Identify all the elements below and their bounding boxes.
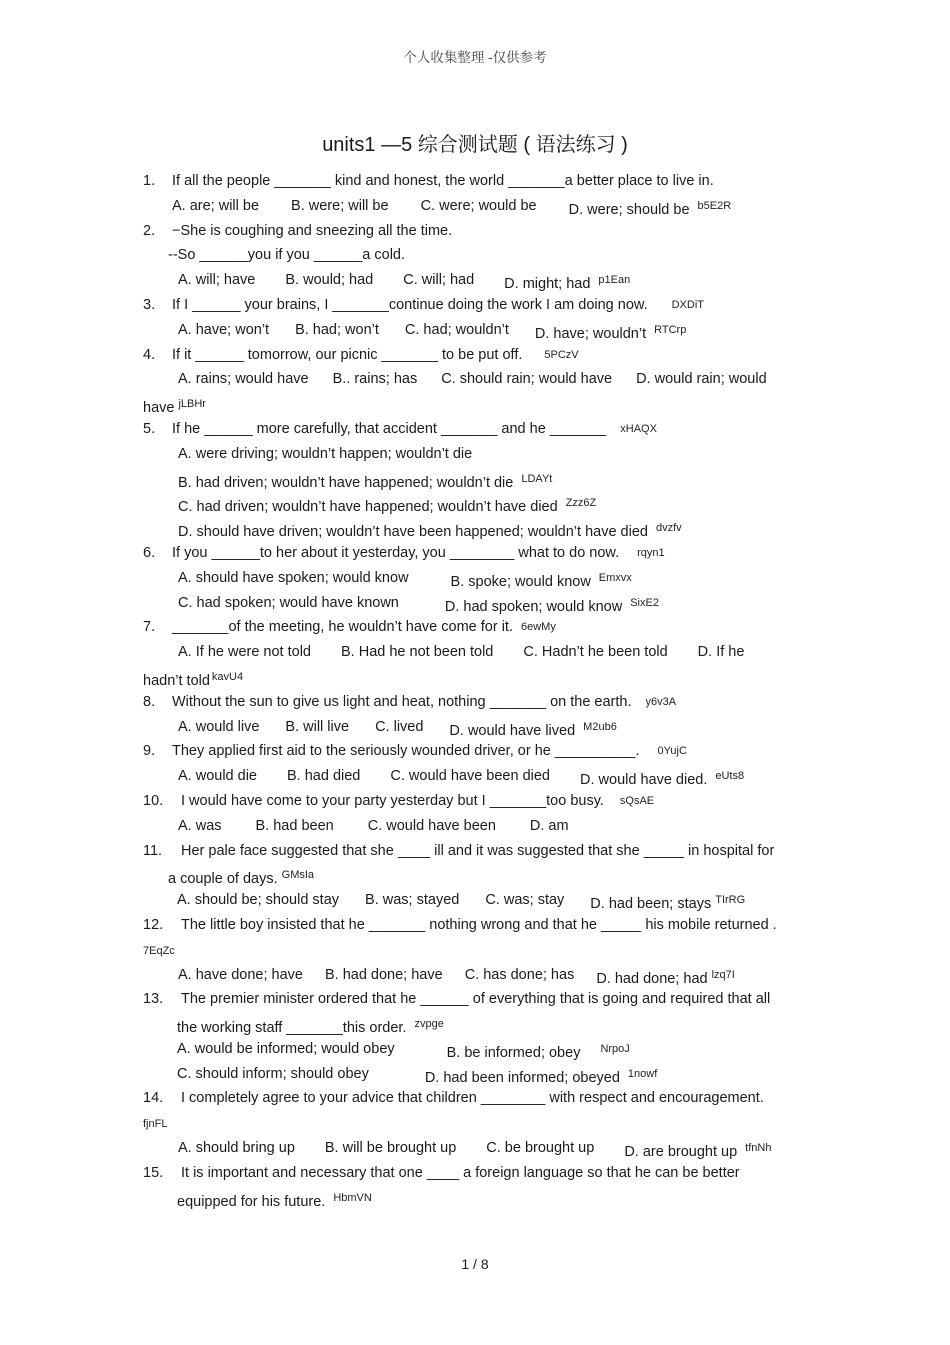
question-8: 8. Without the sun to give us light and heat, nothing _______ on the earth. y6v3A [143, 693, 677, 710]
question-11: 11. Her pale face suggested that she ____ ill and it was suggested that she _____ in hospital for [143, 842, 775, 859]
options-11: A. should be; should stay B. was; stayed C. was; stay D. had been; stays $^{TIrRG}$ [177, 892, 746, 913]
options-13a: A. would be informed; would obey B. be informed; obey $^{NrpoJ}$ [177, 1040, 630, 1061]
options-6b: C. had spoken; would have known D. had spoken; would know $^{SixE2}$ [178, 594, 659, 615]
question-13: 13. The premier minister ordered that he ______ of everything that is going and required that all [143, 991, 771, 1008]
options-14: A. should bring up B. will be brought up C. be brought up D. are brought up $^{tfnNh}$ [178, 1140, 772, 1161]
question-7: 7. _______of the meeting, he wouldn’t have come for it. 6ewMy [143, 619, 556, 636]
options-2: A. will; have B. would; had C. will; had D. might; had $^{p1Ean}$ [178, 272, 631, 293]
question-5: 5. If he ______ more carefully, that accident _______ and he _______ xHAQX [143, 420, 657, 437]
question-10: 10. I would have come to your party yesterday but I _______too busy. sQsAE [143, 792, 655, 809]
question-9: 9. They applied first aid to the seriously wounded driver, or he __________. 0YujC [143, 743, 687, 760]
options-8: A. would live B. will live C. lived D. would have lived $^{M2ub6}$ [178, 718, 617, 739]
options-7: A. If he were not told B. Had he not been told C. Hadn’t he been told D. If he [178, 644, 745, 661]
page-number: 1 / 8 [461, 1256, 489, 1272]
page-title: units1 —5 综合测试题 ( 语法练习 ) [322, 134, 628, 156]
question-14: 14. I completely agree to your advice that children ________ with respect and encouragement. [143, 1090, 764, 1107]
options-6a: A. should have spoken; would know B. spoke; would know $^{Emxvx}$ [178, 569, 632, 590]
question-3: 3. If I ______ your brains, I _______continue doing the work I am doing now. DXDiT [143, 296, 704, 313]
options-10: A. was B. had been C. would have been D. am [178, 817, 569, 834]
question-12: 12. The little boy insisted that he _______ nothing wrong and that he _____ his mobile returned . [143, 916, 777, 933]
page-header: 个人收集整理 -仅供参考 [403, 50, 547, 65]
question-1: 1. If all the people _______ kind and honest, the world _______a better place to live in. [143, 173, 714, 189]
question-6: 6. If you ______to her about it yesterday, you ________ what to do now. rqyn1 [143, 544, 665, 561]
options-4: A. rains; would have B.. rains; has C. should rain; would have D. would rain; would [178, 371, 767, 388]
question-4: 4. If it ______ tomorrow, our picnic _______ to be put off. 5PCzV [143, 346, 579, 363]
options-9: A. would die B. had died C. would have been died D. would have died. $^{eUts8}$ [178, 768, 745, 789]
question-list: 1. If all the people _______ kind and honest, the world _______a better place to live in. A. are; will be B. were; will be C. were; would be D. were; should be $^{b5E2R}$ 2. −She is coughing and sneezing all the time. --So ______you if you ______a cold. A. will; have B. would; had C. will; had D. might; had $^{p1Ean}$ 3. If I ______ your brains, I _______continue doing the work I am doing now. DXDiT A. have; won’t B. had; won’t C. had; wouldn’t D. have; wouldn’t $^{RTCrp}$ 4. If it ______ tomorrow, our picnic _______ to be put off. 5PCzV A. rains; would have B.. rains; has C. should rain; would have D. would rain; would have $^{jLBHr}$ 5. If he ______ more carefully, that accident _______ and he _______ xHAQX A. were driving; wouldn’t happen; wouldn’t die B. had driven; wouldn’t have happened; wouldn’t die $^{LDAYt}$ C. had driven; wouldn’t have happened; wouldn’t have died $^{Zzz6Z}$ D. should have driven; wouldn’t have been happened; wouldn’t have died $^{dvzfv}$ 6. If you ______to her about it yesterday, you ________ what to do now. rqyn1 A. should have spoken; would know B. spoke; would know $^{Emxvx}$ C. had spoken; would have known D. had spoken; would know $^{SixE2}$ 7. _______of the meeting, he wouldn’t have come for it. 6ewMy A. If he were not told B. Had he not been told C. Hadn’t he been told D. If he hadn’t told $^{kavU4}$ 8. Without the sun to give us light and heat, nothing _______ on the earth. y6v3A A. would live B. will live C. lived D. would have lived $^{M2ub6}$ 9. They applied first aid to the seriously wounded driver, or he __________. 0YujC A. would die B. had died C. would have been died D. would have died. $^{eUts8}$ 10. I would have come to your party yesterday but I _______too busy. sQsAE A. was B. had been C. would have been D. am 11. Her pale face suggested that she ____ ill and it was suggested that she _____ in hospital for a couple of days. $^{GMsIa}$ A. should be; should stay B. was; stayed C. was; stay D. had been; stays $^{TIrRG}$ 12. The little boy insisted that he _______ nothing wrong and that he _____ his mobile returned . 7EqZc A. have done; have B. had done; have C. has done; has D. had done; had $^{lzq7I}$ 13. The premier minister ordered that he ______ of everything that is going and required that all the working staff _______this order. $^{zvpge}$ A. would be informed; would obey B. be informed; obey $^{NrpoJ}$ C. should inform; should obey D. had been informed; obeyed $^{1nowf}$ 14. I completely agree to your advice that children ________ with respect and encouragement. fjnFL A. should bring up B. will be brought up C. be brought up D. are brought up $^{tfnNh}$ 15. It is important and necessary that one ____ a foreign language so that he can be better equipped for his future. $^{HbmVN}$ [143, 171, 808, 1212]
options-13b: C. should inform; should obey D. had been informed; obeyed $^{1nowf}$ [177, 1065, 658, 1086]
options-3: A. have; won’t B. had; won’t C. had; wouldn’t D. have; wouldn’t $^{RTCrp}$ [178, 321, 687, 342]
options-12: A. have done; have B. had done; have C. has done; has D. had done; had $^{lzq7I}$ [178, 966, 735, 987]
question-2: 2. −She is coughing and sneezing all the time. [143, 222, 453, 239]
options-1: A. are; will be B. were; will be C. were; would be D. were; should be $^{b5E2R}$ [172, 197, 732, 218]
question-15: 15. It is important and necessary that one ____ a foreign language so that he can be better [143, 1164, 740, 1181]
